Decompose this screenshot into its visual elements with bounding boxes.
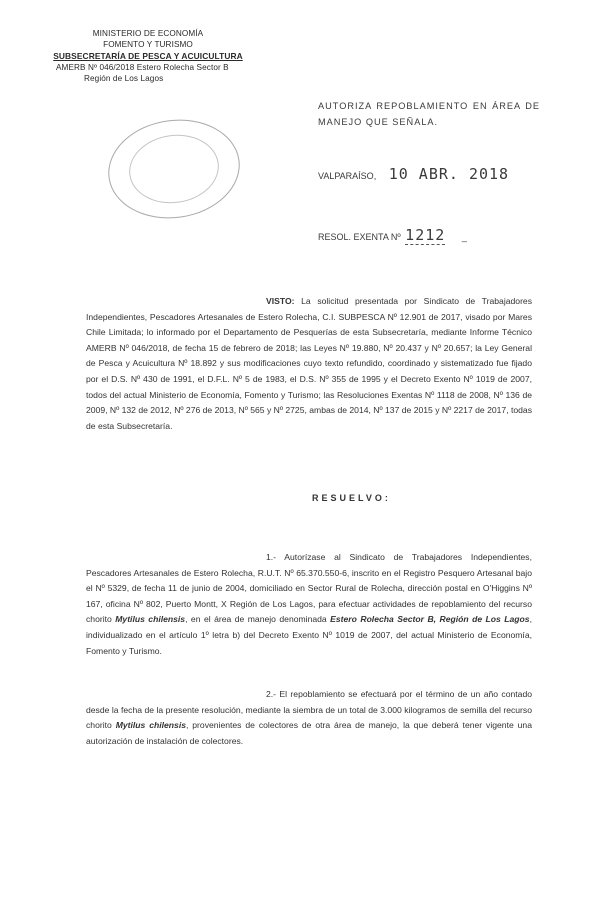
article-1-text-b: , en el área de manejo denominada bbox=[185, 614, 331, 625]
article-1-text-a: 1.- Autorízase al Sindicato de Trabajadores Independientes, Pescadores Artesanales de Estero Rolecha, R.U.T. Nº 65.370.550-6, inscrito en el Registro Pesquero Artesanal bajo el Nº 5329, de fecha 11 de junio de 2004, domiciliado en Sector Rural de Rolecha, dirección postal en O'Higgins Nº 167, oficina Nº 802, Puerto Montt, X Región de Los Lagos, para efectuar actividades de repoblamiento del recurso chorito bbox=[86, 552, 532, 625]
article-2-text-a: 2.- El repoblamiento se efectuará por el término de un año contado desde la fecha de la presente resolución, mediante la siembra de un total de 3.000 kilogramos de semilla del recurso chorito bbox=[86, 689, 532, 731]
resolution-number: 1212 bbox=[405, 226, 446, 244]
visto-text: La solicitud presentada por Sindicato de Trabajadores Independientes, Pescadores Artesanales de Estero Rolecha, C.I. SUBPESCA Nº 12.901 de 2017, visado por Mares Chile Limitada; lo informado por el Departamento de Pesquerías de esta Subsecretaría, mediante Informe Técnico AMERB Nº 046/2018, de fecha 15 de febrero de 2018; las Leyes Nº 19.880, Nº 20.437 y Nº 20.657; la Ley General de Pesca y Acuicultura Nº 18.892 y sus modificaciones cuyo texto refundido, coordinado y sistematizado fue fijado por el D.S. Nº 430 de 1991, el D.F.L. Nº 5 de 1983, el D.S. Nº 355 de 1995 y el Decreto Exento Nº 1019 de 2007, todos del actual Ministerio de Economía, Fomento y Turismo; las Resoluciones Exentas Nº 1118 de 2008, Nº 136 de 2009, Nº 132 de 2012, Nº 276 de 2013, Nº 565 y Nº 2725, ambas de 2014, Nº 137 de 2015 y Nº 2217 de 2017, todas de esta Subsecretaría. bbox=[86, 296, 533, 431]
visto-paragraph bbox=[86, 294, 532, 434]
ministry-subline: FOMENTO Y TURISMO bbox=[103, 40, 193, 50]
resuelvo-heading: RESUELVO: bbox=[312, 493, 391, 503]
article-2-paragraph bbox=[86, 687, 532, 749]
article-1-text-c: , individualizado en el artículo 1º letra b) del Decreto Exento Nº 1019 de 2007, del actual Ministerio de Economía, Fomento y Turismo. bbox=[86, 614, 532, 656]
official-seal-stamp bbox=[102, 111, 246, 226]
resolution-label: RESOL. EXENTA Nº bbox=[318, 232, 401, 242]
article-1-paragraph bbox=[86, 550, 532, 659]
article-1-area: Estero Rolecha Sector B, Región de Los Lagos bbox=[330, 614, 530, 625]
resolution-title: AUTORIZA REPOBLAMIENTO EN ÁREA DE MANEJO QUE SEÑALA. bbox=[318, 101, 540, 127]
resolution-tail: _ bbox=[461, 232, 467, 242]
region-line: Región de Los Lagos bbox=[84, 74, 164, 84]
article-2-text-b: , provenientes de colectores de otra área de manejo, la que deberá tener vigente una autorización de instalación de colectores. bbox=[86, 720, 532, 746]
date-label: VALPARAÍSO, bbox=[318, 171, 377, 181]
seal-inner-ring bbox=[125, 129, 224, 209]
subsecretaria-line: SUBSECRETARÍA DE PESCA Y ACUICULTURA bbox=[53, 50, 243, 61]
resolution-number-line bbox=[318, 226, 467, 244]
visto-label: VISTO: bbox=[266, 296, 295, 306]
date-line bbox=[318, 165, 509, 183]
amerb-reference: AMERB Nº 046/2018 Estero Rolecha Sector B bbox=[56, 62, 229, 72]
date-value: 10 ABR. 2018 bbox=[388, 165, 510, 183]
article-1-species: Mytilus chilensis bbox=[115, 614, 186, 625]
ministry-line: MINISTERIO DE ECONOMÍA bbox=[92, 29, 204, 38]
ministry-header bbox=[48, 28, 248, 84]
article-2-species: Mytilus chilensis bbox=[115, 720, 186, 731]
